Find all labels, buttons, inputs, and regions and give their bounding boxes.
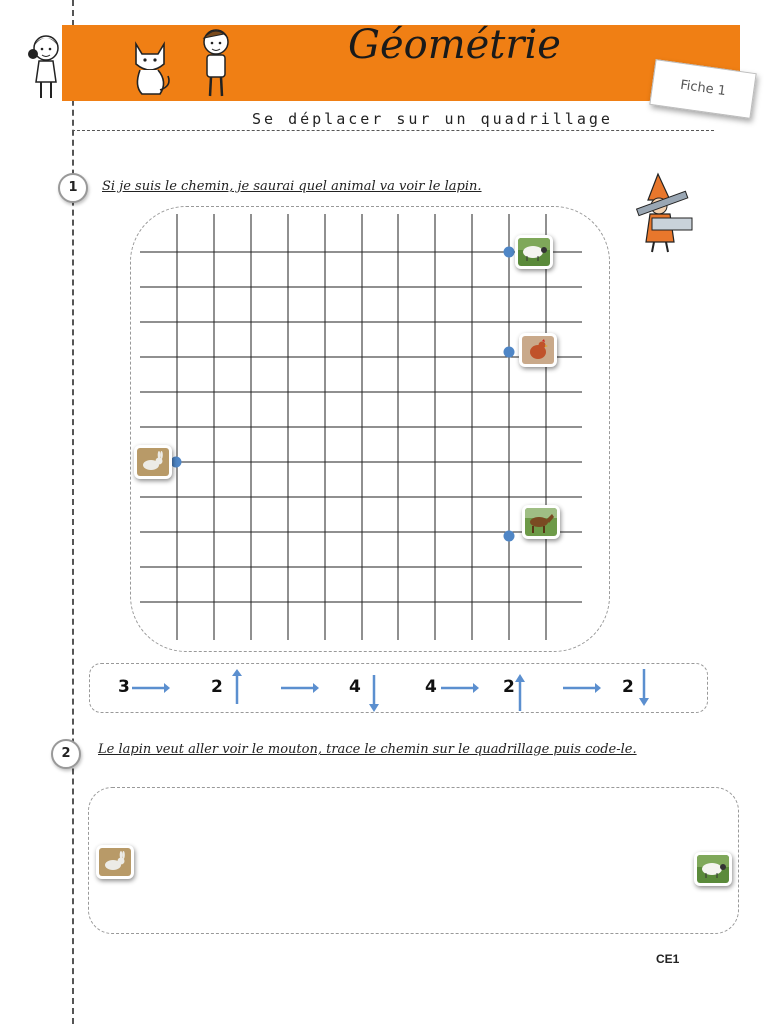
arrow-right-icon — [130, 680, 170, 696]
fiche-label: Fiche 1 — [649, 59, 756, 119]
arrow-right-icon — [279, 680, 319, 696]
rabbit-icon — [99, 848, 131, 876]
arrow-up-icon — [512, 673, 528, 713]
page-subtitle: Se déplacer sur un quadrillage — [252, 110, 613, 128]
grid-anchor-dot — [504, 347, 515, 358]
code-count: 3 — [118, 677, 130, 697]
drawing-area[interactable] — [88, 787, 739, 934]
code-count: 2 — [622, 677, 634, 697]
exercise-2-number: 2 — [51, 739, 81, 769]
rabbit-tile — [134, 445, 172, 479]
page-title: Géométrie — [348, 22, 561, 68]
arrow-down-icon — [366, 673, 382, 713]
grid-anchor-dot — [504, 531, 515, 542]
grid-anchor-dot — [171, 457, 182, 468]
exercise-1-instruction: Si je suis le chemin, je saurai quel animal va voir le lapin. — [102, 179, 482, 194]
hen-tile — [519, 333, 557, 367]
rabbit-icon — [137, 448, 169, 476]
arrow-down-icon — [636, 667, 652, 707]
exercise-1-number: 1 — [58, 173, 88, 203]
grid-anchor-dot — [504, 247, 515, 258]
hen-icon — [522, 336, 554, 364]
sheep-icon — [697, 855, 729, 883]
level-label: CE1 — [656, 952, 680, 966]
code-count: 4 — [349, 677, 361, 697]
arrow-right-icon — [561, 680, 601, 696]
exercise-2-instruction: Le lapin veut aller voir le mouton, trace le chemin sur le quadrillage puis code-le. — [98, 742, 637, 757]
path-code-box — [89, 663, 708, 713]
sheep-tile — [515, 235, 553, 269]
arrow-right-icon — [439, 680, 479, 696]
code-count: 4 — [425, 677, 437, 697]
sheep-tile — [694, 852, 732, 886]
horse-tile — [522, 505, 560, 539]
code-count: 2 — [503, 677, 515, 697]
horse-icon — [525, 508, 557, 536]
code-count: 2 — [211, 677, 223, 697]
sheep-icon — [518, 238, 550, 266]
rabbit-tile — [96, 845, 134, 879]
arrow-up-icon — [229, 668, 245, 706]
